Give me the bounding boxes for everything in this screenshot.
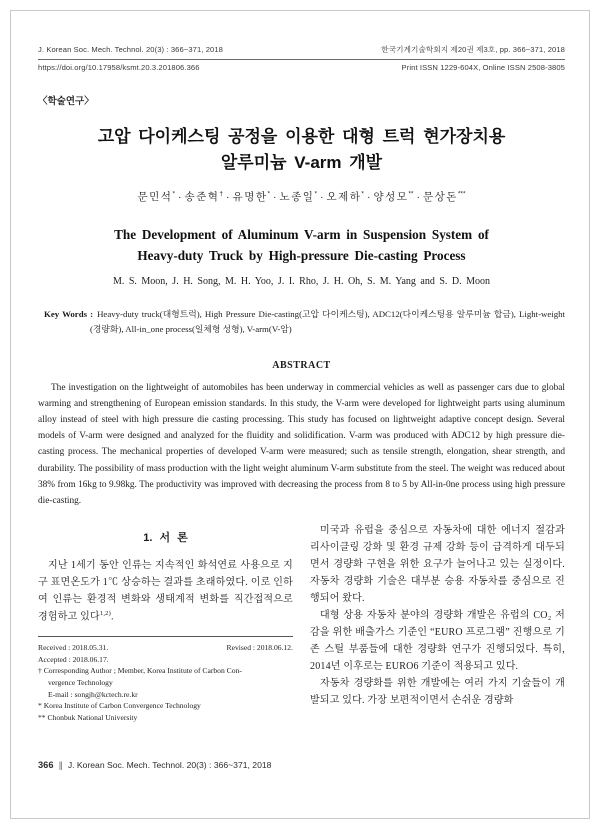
reference-superscript: 1,2) [99, 610, 111, 618]
journal-header-row1 [38, 44, 565, 60]
abstract-text: The investigation on the lightweight of automobiles has been underway in commercial vehicles as well as passenger cars due to global warming and strengthening of European emission standards. In this study, the V-arm were developed for lightweight parts using aluminum alloy instead of steel with high pressure die casting processing. This study has focused on lightweight adaptive concept design. Several models of V-arm were designed and analyzed for the fluidity and solidification. V-arm was produced with ADC12 by high pressure die-casting process. The mechanical properties of developed V-arm were measured; such as tensile strength, elongation, shear strength, and durability. The possibility of mass production with the light weight aluminum V-arm substitute from the steel. The weight was reduced about 38% from 16kg to 9.98kg. The productivity was improved with decreasing the process from 8 to 5 by All-in-0ne process using high pressure die-casting. [38, 382, 565, 506]
author: 오제하* [326, 190, 364, 203]
page-footer [38, 760, 271, 771]
corresponding-email: E-mail : songjh@kctech.re.kr [48, 689, 138, 699]
received-date: Received : 2018.05.31. [38, 643, 109, 653]
title-korean-line2: 알루미늄 V-arm 개발 [220, 153, 383, 173]
author-separator: · [319, 190, 324, 203]
title-english [38, 224, 565, 266]
issn-text: Print ISSN 1229-604X, Online ISSN 2508-3805 [401, 63, 565, 72]
title-english-line2: Heavy-duty Truck by High-pressure Die-casting Process [137, 247, 466, 263]
abstract-heading: ABSTRACT [272, 359, 331, 371]
journal-header-row2 [38, 60, 565, 72]
author-separator: · [366, 190, 371, 203]
body-paragraph: 대형 상용 자동차 분야의 경량화 개발은 유럽의 CO₂ 저감을 위한 배출가스 기준인 “EURO 프로그램” 진행으로 기존 스틸 부품들에 대한 경량화 연구가 진행되었다. 특히, 2014년 이후로는 EURO6 기준이 적용되고 있다. [310, 610, 565, 673]
journal-header [38, 44, 565, 72]
author-separator: · [226, 190, 230, 203]
two-column-body [38, 522, 565, 723]
corresponding-author-line2: vergence Technology [48, 678, 113, 688]
title-korean [38, 124, 565, 177]
revised-date: Revised : 2018.06.12. [226, 643, 293, 653]
doi-text: https://doi.org/10.17958/ksmt.20.3.201806.366 [38, 63, 200, 72]
authors-korean [38, 189, 565, 204]
author-separator: · [177, 190, 182, 203]
affiliation-1: * Korea Institute of Carbon Convergence Technology [38, 701, 201, 711]
body-paragraph: 자동차 경량화를 위한 개발에는 여러 가지 기술들이 개발되고 있다. 가장 보편적이면서 손쉬운 경량화 [310, 678, 565, 707]
author: 문상돈*** [422, 190, 466, 203]
authors-english: M. S. Moon, J. H. Song, M. H. Yoo, J. I. Rho, J. H. Oh, S. M. Yang and S. D. Moon [112, 275, 491, 287]
keywords-label: Key Words : [44, 308, 94, 319]
author-separator: · [416, 190, 420, 203]
intro-paragraph: 지난 1세기 동안 인류는 지속적인 화석연료 사용으로 지구 표면온도가 1℃ 상승하는 결과를 초래하였다. 이로 인하여 인류는 환경적 변화와 생태계적 변화를 직간접적으로 경험하고 있다$^{1,2)}$. [38, 560, 293, 623]
author: 송준혁† [184, 190, 224, 203]
keywords-block [44, 307, 565, 338]
article-type-label: 〈학술연구〉 [38, 96, 94, 107]
author: 유명한* [232, 190, 271, 203]
title-english-line1: The Development of Aluminum V-arm in Suspension System of [114, 226, 489, 242]
body-paragraph: 미국과 유럽을 중심으로 자동차에 대한 에너지 절감과 리사이클링 강화 및 환경 규제 강화 등이 급격하게 대두되면서 경량화 구현을 위한 요구가 늘어나고 있는 실정이다. 자동차 경량화 기술은 대부분 승용 자동차를 중심으로 진행되어 왔다. [310, 525, 565, 605]
right-column [310, 522, 565, 723]
journal-citation-ko: 한국기계기술학회지 제20권 제3호, pp. 366~371, 2018 [381, 45, 565, 54]
footnote-dates-row [38, 642, 293, 654]
affiliation-2: ** Chonbuk National University [38, 712, 138, 722]
page-number: 366 [38, 760, 54, 770]
footnotes-block [38, 636, 293, 723]
keywords-text: Heavy-duty truck(대형트럭), High Pressure Die-casting(고압 다이케스팅), ADC12(다이케스팅용 알루미늄 합금), Light-weight (경량화), All-in_one process(일체형 성형), V-arm(V-암) [90, 308, 565, 335]
section-heading-intro: 1. 서 론 [143, 532, 188, 545]
title-korean-line1: 고압 다이케스팅 공정을 이용한 대형 트럭 현가장치용 [97, 127, 506, 146]
author: 양성모** [373, 190, 414, 203]
corresponding-author-line: † Corresponding Author ; Member, Korea Institute of Carbon Con- [38, 666, 242, 676]
author: 문민석* [137, 190, 175, 203]
footer-separator: ∥ [58, 760, 63, 770]
footer-journal-citation: J. Korean Soc. Mech. Technol. 20(3) : 366~371, 2018 [67, 760, 272, 770]
accepted-date: Accepted : 2018.06.17. [38, 654, 109, 664]
author-separator: · [273, 190, 277, 203]
left-column [38, 522, 293, 723]
journal-citation-en: J. Korean Soc. Mech. Technol. 20(3) : 366~371, 2018 [38, 45, 224, 54]
author: 노종일* [279, 190, 317, 203]
